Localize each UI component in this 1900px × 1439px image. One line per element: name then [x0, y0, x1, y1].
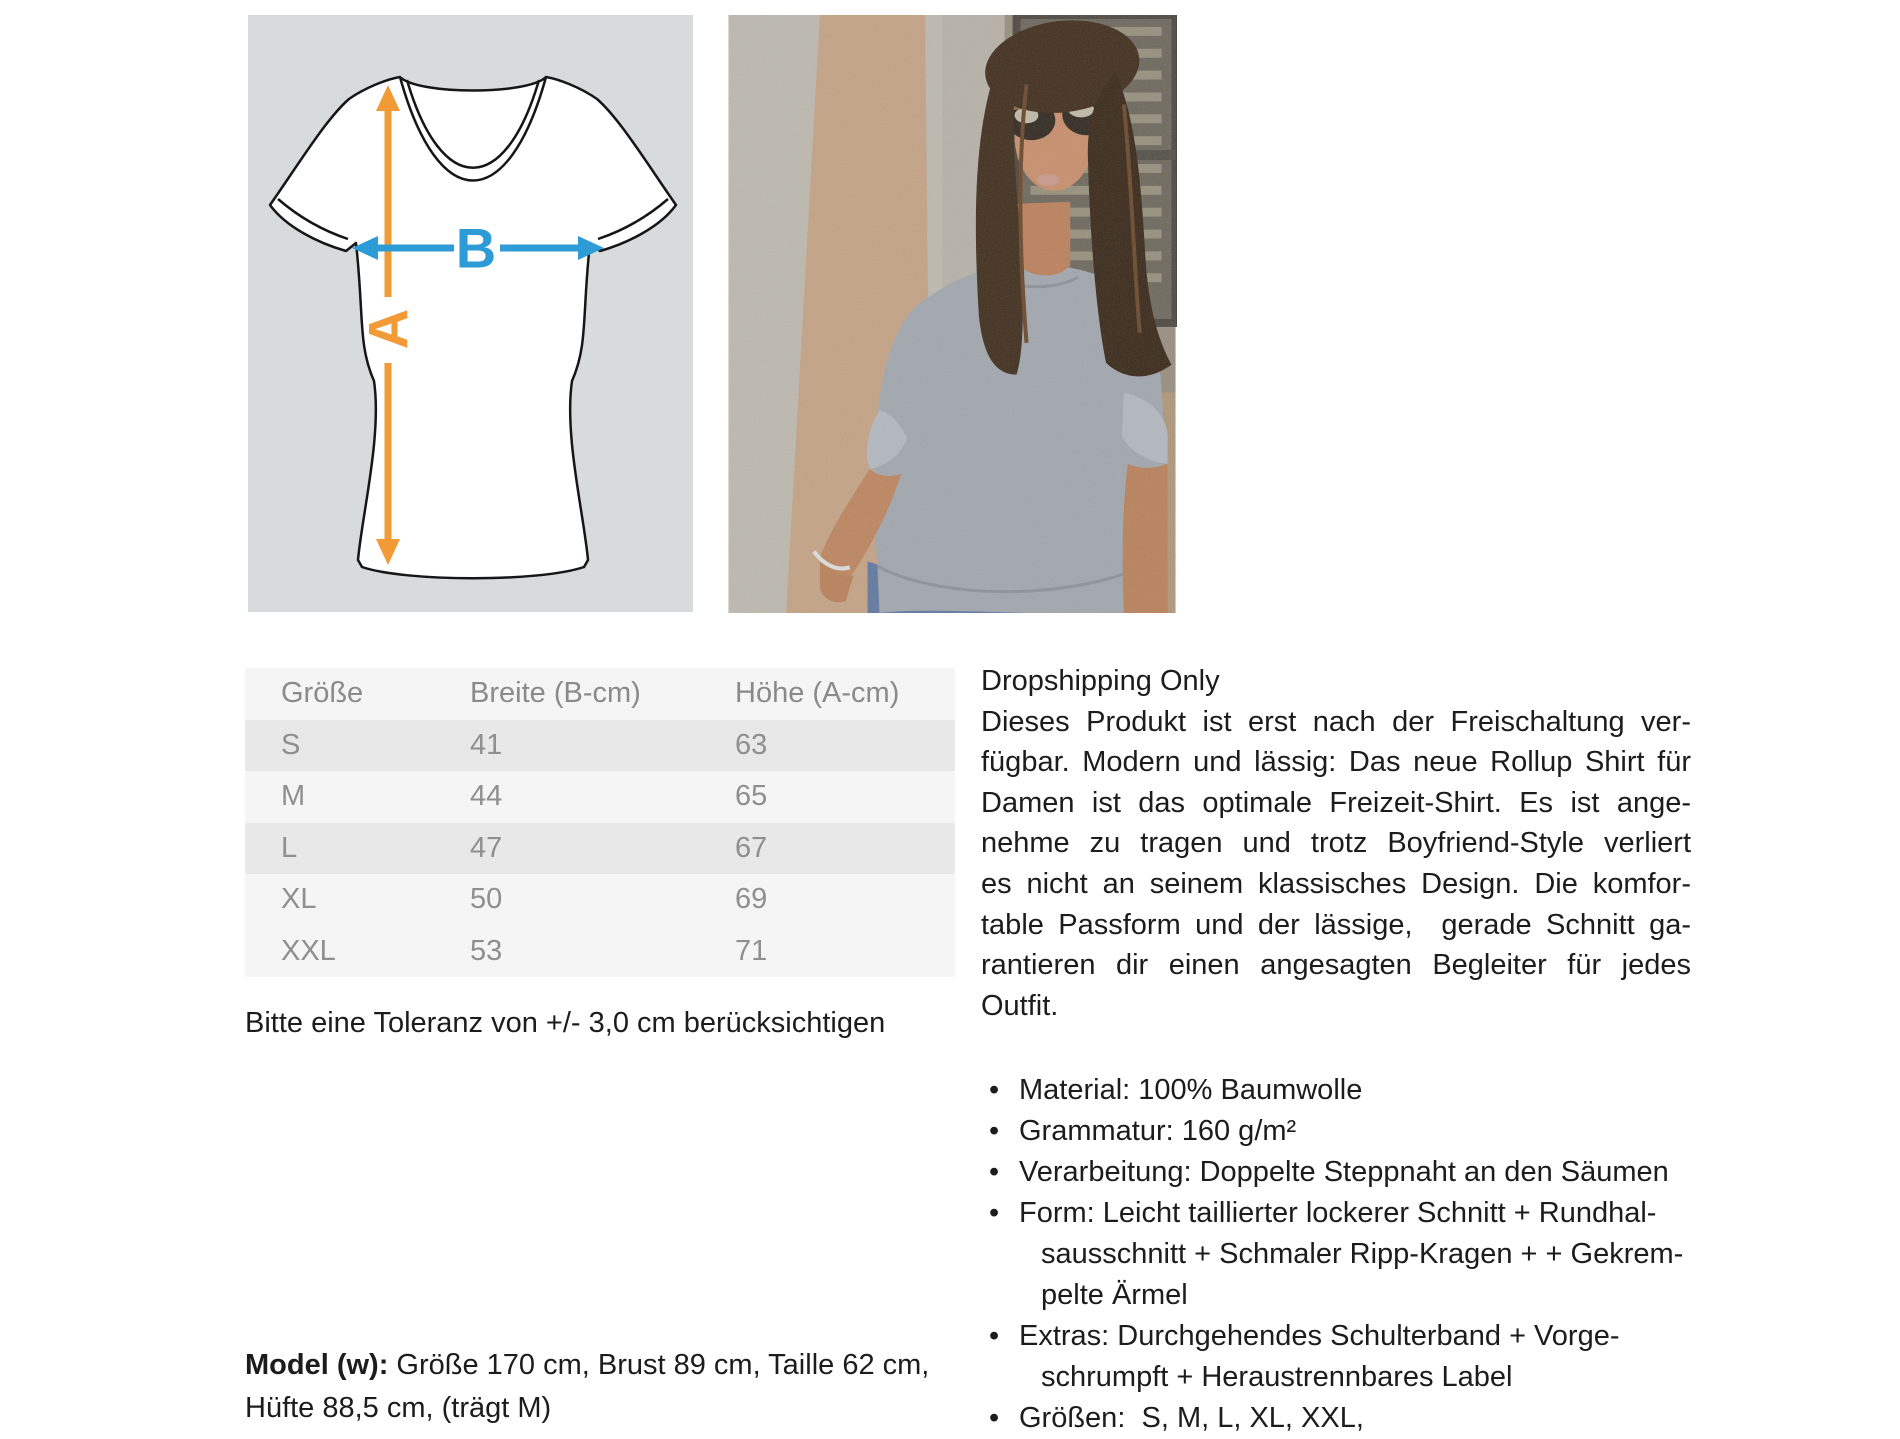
bullet-marker: •	[989, 1197, 1000, 1230]
bullet-text: Größen: S, M, L, XL, XXL,	[1019, 1402, 1364, 1435]
tolerance-note: Bitte eine Toleranz von +/- 3,0 cm berücksichtigen	[245, 1007, 886, 1039]
size-diagram-panel	[248, 15, 693, 612]
bullet-marker: •	[989, 1115, 1000, 1148]
bullet-text: Extras: Durchgehendes Schulterband + Vorge-	[1019, 1320, 1620, 1353]
description-line: rantieren dir einen angesagten Begleiter für jedes	[981, 949, 1691, 982]
width-cell: 41	[470, 728, 503, 761]
size-table-header	[245, 668, 955, 720]
bullet-marker: •	[989, 1156, 1000, 1189]
width-cell: 50	[470, 883, 503, 916]
bullet-text: Material: 100% Baumwolle	[1019, 1074, 1363, 1107]
height-cell: 65	[735, 780, 768, 813]
size-cell: XXL	[281, 934, 336, 967]
label-b: B	[455, 216, 497, 280]
tshirt-measure-illustration	[248, 15, 693, 612]
bullet-item-extras	[981, 1316, 1691, 1357]
model-info-text: Größe 170 cm, Brust 89 cm, Taille 62 cm, Hüfte 88,5 cm, (trägt M)	[245, 1349, 930, 1424]
bullet-marker: •	[989, 1402, 1000, 1435]
size-cell: XL	[281, 883, 317, 916]
bullet-item-verarbeitung	[981, 1152, 1691, 1193]
height-cell: 67	[735, 831, 768, 864]
description-line: nehme zu tragen und trotz Boyfriend-Style verliert	[981, 827, 1691, 860]
description-line: Dieses Produkt ist erst nach der Freischaltung ver-	[981, 705, 1691, 738]
bullet-text-continuation: pelte Ärmel	[1041, 1279, 1188, 1312]
label-a: A	[356, 308, 420, 350]
size-table-row-m	[245, 771, 955, 823]
bullet-item-material	[981, 1070, 1691, 1111]
size-cell: M	[281, 780, 306, 813]
width-cell: 53	[470, 934, 503, 967]
description-line: es nicht an seinem klassisches Design. Die komfor-	[981, 867, 1691, 900]
bullet-text: Verarbeitung: Doppelte Steppnaht an den Säumen	[1019, 1156, 1669, 1189]
width-cell: 47	[470, 831, 503, 864]
description-spacer	[981, 1026, 1691, 1070]
bullet-text-continuation: sausschnitt + Schmaler Ripp-Kragen + + Gekrem-	[1041, 1238, 1684, 1271]
size-table-row-xxl	[245, 926, 955, 978]
bullet-marker: •	[989, 1320, 1000, 1353]
bullet-item-grammatur	[981, 1111, 1691, 1152]
description-line: fügbar. Modern und lässig: Das neue Rollup Shirt für	[981, 746, 1691, 779]
model-photo-illustration	[727, 15, 1177, 613]
col-header-height: Höhe (A-cm)	[735, 677, 900, 710]
height-cell: 71	[735, 934, 768, 967]
description-line: Outfit.	[981, 989, 1059, 1022]
size-table-row-l	[245, 823, 955, 875]
height-cell: 63	[735, 728, 768, 761]
photo-grain	[728, 15, 1175, 613]
description-line: Damen ist das optimale Freizeit-Shirt. Es ist ange-	[981, 786, 1691, 819]
bullet-text: Form: Leicht taillierter lockerer Schnitt + Rundhal-	[1019, 1197, 1657, 1230]
width-cell: 44	[470, 780, 503, 813]
bullet-text: Grammatur: 160 g/m²	[1019, 1115, 1297, 1148]
product-photo	[727, 15, 1177, 613]
bullet-text-continuation: schrumpft + Heraustrennbares Label	[1041, 1361, 1513, 1394]
description-line: table Passform und der lässige, gerade Schnitt ga-	[981, 908, 1691, 941]
tshirt-outline	[270, 77, 676, 578]
col-header-size: Größe	[281, 677, 364, 710]
model-info-label: Model (w):	[245, 1349, 389, 1381]
bullet-item-groessen	[981, 1398, 1691, 1439]
height-cell: 69	[735, 883, 768, 916]
size-table-row-xl	[245, 874, 955, 926]
bullet-marker: •	[989, 1074, 1000, 1107]
bullet-item-form	[981, 1193, 1691, 1234]
description-heading: Dropshipping Only	[981, 665, 1220, 697]
size-cell: L	[281, 831, 298, 864]
size-table	[245, 668, 955, 977]
col-header-width: Breite (B-cm)	[470, 677, 641, 710]
model-info	[245, 1344, 970, 1430]
size-table-row-s	[245, 720, 955, 772]
product-description	[981, 661, 1691, 1439]
size-cell: S	[281, 728, 301, 761]
